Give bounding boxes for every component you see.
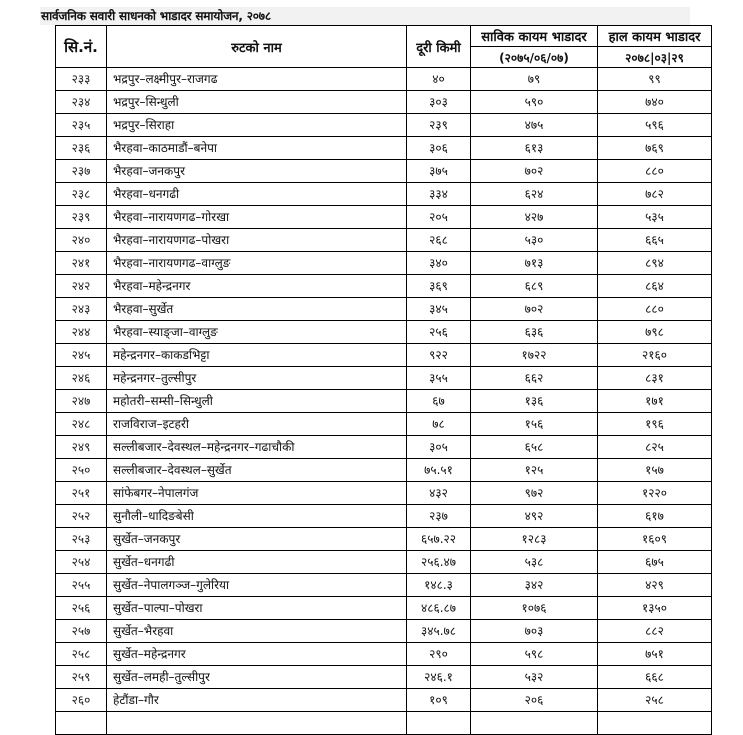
distance-cell: ३७५ (407, 160, 471, 183)
distance-cell: ३०५ (407, 436, 471, 459)
old-fare-cell: ६२४ (471, 183, 598, 206)
serial-cell: २५७ (56, 620, 107, 643)
new-fare-cell: ६६५ (598, 229, 712, 252)
serial-cell: २४५ (56, 344, 107, 367)
route-cell: भद्रपुर–सिराहा (107, 114, 407, 137)
old-fare-cell: ५९० (471, 91, 598, 114)
table-row (56, 666, 712, 689)
distance-cell: ३४५.७८ (407, 620, 471, 643)
old-fare-cell: ५३२ (471, 666, 598, 689)
old-fare-cell: २०६ (471, 689, 598, 712)
table-row (56, 597, 712, 620)
old-fare-cell: १०७६ (471, 597, 598, 620)
route-cell: सुर्खेत–पाल्पा–पोखरा (107, 597, 407, 620)
route-cell: सुर्खेत–लमही–तुल्सीपुर (107, 666, 407, 689)
new-fare-cell: ६६८ (598, 666, 712, 689)
header-old-fare-date: (२०७५/०६/०७) (471, 47, 598, 68)
distance-cell: १४८.३ (407, 574, 471, 597)
distance-cell: २०५ (407, 206, 471, 229)
route-cell: भद्रपुर–लक्ष्मीपुर–राजगढ (107, 68, 407, 91)
serial-cell: २४६ (56, 367, 107, 390)
distance-cell: ६७ (407, 390, 471, 413)
table-row (56, 574, 712, 597)
serial-cell: २५१ (56, 482, 107, 505)
table-row (56, 137, 712, 160)
route-cell: सुर्खेत–धनगढी (107, 551, 407, 574)
old-fare-cell: ४२७ (471, 206, 598, 229)
new-fare-cell: ८९४ (598, 252, 712, 275)
new-fare-cell: ८६४ (598, 275, 712, 298)
route-cell: भैरहवा–जनकपुर (107, 160, 407, 183)
route-cell: भैरहवा–नारायणगढ–वाग्लुङ (107, 252, 407, 275)
table-row (56, 252, 712, 275)
new-fare-cell: ८३१ (598, 367, 712, 390)
serial-cell: २५५ (56, 574, 107, 597)
table-row (56, 344, 712, 367)
old-fare-cell (471, 712, 598, 735)
distance-cell: ७८ (407, 413, 471, 436)
route-cell: भद्रपुर–सिन्धुली (107, 91, 407, 114)
old-fare-cell: ४७५ (471, 114, 598, 137)
serial-cell: २५८ (56, 643, 107, 666)
old-fare-cell: १२५ (471, 459, 598, 482)
old-fare-cell: १२८३ (471, 528, 598, 551)
table-row (56, 459, 712, 482)
old-fare-cell: ३४२ (471, 574, 598, 597)
distance-cell: ४० (407, 68, 471, 91)
new-fare-cell: ७८२ (598, 183, 712, 206)
document-title: सार्वजनिक सवारी साधनको भाडादर समायोजन, २०७८ (41, 9, 271, 23)
route-cell: सल्लीबजार–देवस्थल–महेन्द्रनगर–गढाचौकी (107, 436, 407, 459)
new-fare-cell: १३५० (598, 597, 712, 620)
route-cell: सुर्खेत–महेन्द्रनगर (107, 643, 407, 666)
old-fare-cell: ५३० (471, 229, 598, 252)
distance-cell: १०९ (407, 689, 471, 712)
fare-table (55, 25, 712, 735)
distance-cell: २३९ (407, 114, 471, 137)
new-fare-cell: ९९ (598, 68, 712, 91)
table-row (56, 551, 712, 574)
table-row (56, 275, 712, 298)
distance-cell: ३४० (407, 252, 471, 275)
serial-cell: २३५ (56, 114, 107, 137)
new-fare-cell: ८८० (598, 160, 712, 183)
new-fare-cell (598, 712, 712, 735)
serial-cell: २५९ (56, 666, 107, 689)
route-cell: भैरहवा–काठमाडौं–बनेपा (107, 137, 407, 160)
serial-cell: २४९ (56, 436, 107, 459)
new-fare-cell: ७६९ (598, 137, 712, 160)
distance-cell: ९२२ (407, 344, 471, 367)
new-fare-cell: २१६० (598, 344, 712, 367)
route-cell: महोतरी–सम्सी–सिन्धुली (107, 390, 407, 413)
table-row (56, 229, 712, 252)
distance-cell (407, 712, 471, 735)
table-row (56, 528, 712, 551)
route-cell: सल्लीबजार–देवस्थल–सुर्खेत (107, 459, 407, 482)
serial-cell: २३३ (56, 68, 107, 91)
old-fare-cell: ६८९ (471, 275, 598, 298)
table-body (56, 68, 712, 735)
serial-cell: २३८ (56, 183, 107, 206)
serial-cell: २४४ (56, 321, 107, 344)
route-cell (107, 712, 407, 735)
new-fare-cell: १६०९ (598, 528, 712, 551)
header-new-fare: हाल कायम भाडादर (598, 26, 712, 47)
new-fare-cell: ८८० (598, 298, 712, 321)
route-cell: भैरहवा–नारायणगढ–पोखरा (107, 229, 407, 252)
serial-cell: २४२ (56, 275, 107, 298)
distance-cell: ७५.५१ (407, 459, 471, 482)
new-fare-cell: ४२९ (598, 574, 712, 597)
old-fare-cell: ६१३ (471, 137, 598, 160)
header-serial: सि.नं. (56, 26, 107, 68)
serial-cell: २६० (56, 689, 107, 712)
serial-cell: २३६ (56, 137, 107, 160)
old-fare-cell: ७०२ (471, 298, 598, 321)
serial-cell: २४३ (56, 298, 107, 321)
table-row (56, 114, 712, 137)
new-fare-cell: ६७५ (598, 551, 712, 574)
distance-cell: २९० (407, 643, 471, 666)
serial-cell: २३९ (56, 206, 107, 229)
distance-cell: ३०६ (407, 137, 471, 160)
table-row (56, 689, 712, 712)
distance-cell: २५६ (407, 321, 471, 344)
new-fare-cell: २५८ (598, 689, 712, 712)
distance-cell: ३४५ (407, 298, 471, 321)
new-fare-cell: ७५१ (598, 643, 712, 666)
serial-cell: २३७ (56, 160, 107, 183)
table-row (56, 643, 712, 666)
old-fare-cell: ६५८ (471, 436, 598, 459)
old-fare-cell: ६३६ (471, 321, 598, 344)
table-row (56, 183, 712, 206)
table-row (56, 436, 712, 459)
table-row (56, 712, 712, 735)
old-fare-cell: ७१३ (471, 252, 598, 275)
new-fare-cell: ६१७ (598, 505, 712, 528)
distance-cell: २३७ (407, 505, 471, 528)
table-row (56, 367, 712, 390)
old-fare-cell: ७०३ (471, 620, 598, 643)
distance-cell: २५६.४७ (407, 551, 471, 574)
header-distance: दूरी किमी (407, 26, 471, 68)
new-fare-cell: ५९६ (598, 114, 712, 137)
old-fare-cell: ५९८ (471, 643, 598, 666)
distance-cell: ३६९ (407, 275, 471, 298)
new-fare-cell: ७९८ (598, 321, 712, 344)
header-route: रुटको नाम (107, 26, 407, 68)
old-fare-cell: ७०२ (471, 160, 598, 183)
new-fare-cell: ७४० (598, 91, 712, 114)
route-cell: सुर्खेत–नेपालगञ्ज–गुलेरिया (107, 574, 407, 597)
new-fare-cell: १५७ (598, 459, 712, 482)
new-fare-cell: ५३५ (598, 206, 712, 229)
route-cell: भैरहवा–स्याङ्जा–वाग्लुङ (107, 321, 407, 344)
serial-cell: २५६ (56, 597, 107, 620)
new-fare-cell: १७१ (598, 390, 712, 413)
distance-cell: २६८ (407, 229, 471, 252)
table-row (56, 160, 712, 183)
route-cell: महेन्द्रनगर–काकडभिट्टा (107, 344, 407, 367)
table-row (56, 482, 712, 505)
distance-cell: ४८६.८७ (407, 597, 471, 620)
serial-cell: २४० (56, 229, 107, 252)
serial-cell: २५४ (56, 551, 107, 574)
old-fare-cell: ५३८ (471, 551, 598, 574)
distance-cell: २४६.१ (407, 666, 471, 689)
old-fare-cell: १७२२ (471, 344, 598, 367)
route-cell: महेन्द्रनगर–तुल्सीपुर (107, 367, 407, 390)
route-cell: राजविराज–इटहरी (107, 413, 407, 436)
header-old-fare: साविक कायम भाडादर (471, 26, 598, 47)
header-new-fare-date: २०७८|०३|२९ (598, 47, 712, 68)
old-fare-cell: ७९ (471, 68, 598, 91)
serial-cell: २५० (56, 459, 107, 482)
table-row (56, 298, 712, 321)
table-row (56, 505, 712, 528)
route-cell: भैरहवा–महेन्द्रनगर (107, 275, 407, 298)
table-row (56, 91, 712, 114)
table-row (56, 390, 712, 413)
distance-cell: ३३४ (407, 183, 471, 206)
table-row (56, 321, 712, 344)
table-row (56, 620, 712, 643)
route-cell: हेटौंडा–गौर (107, 689, 407, 712)
serial-cell (56, 712, 107, 735)
old-fare-cell: ९७२ (471, 482, 598, 505)
table-row (56, 68, 712, 91)
serial-cell: २५२ (56, 505, 107, 528)
route-cell: सुर्खेत–भैरहवा (107, 620, 407, 643)
new-fare-cell: ८२५ (598, 436, 712, 459)
new-fare-cell: १२२० (598, 482, 712, 505)
serial-cell: २४१ (56, 252, 107, 275)
distance-cell: ३०३ (407, 91, 471, 114)
old-fare-cell: १३६ (471, 390, 598, 413)
distance-cell: ४३२ (407, 482, 471, 505)
route-cell: भैरहवा–धनगढी (107, 183, 407, 206)
table-row (56, 413, 712, 436)
old-fare-cell: १५६ (471, 413, 598, 436)
serial-cell: २४७ (56, 390, 107, 413)
serial-cell: २४८ (56, 413, 107, 436)
route-cell: सुनौली–धादिङबेसी (107, 505, 407, 528)
serial-cell: २५३ (56, 528, 107, 551)
old-fare-cell: ६६२ (471, 367, 598, 390)
route-cell: भैरहवा–नारायणगढ–गोरखा (107, 206, 407, 229)
route-cell: सुर्खेत–जनकपुर (107, 528, 407, 551)
new-fare-cell: १९६ (598, 413, 712, 436)
new-fare-cell: ८८२ (598, 620, 712, 643)
table-row (56, 206, 712, 229)
serial-cell: २३४ (56, 91, 107, 114)
route-cell: सांफेबगर–नेपालगंज (107, 482, 407, 505)
route-cell: भैरहवा–सुर्खेत (107, 298, 407, 321)
old-fare-cell: ४९२ (471, 505, 598, 528)
distance-cell: ६५७.२२ (407, 528, 471, 551)
distance-cell: ३५५ (407, 367, 471, 390)
